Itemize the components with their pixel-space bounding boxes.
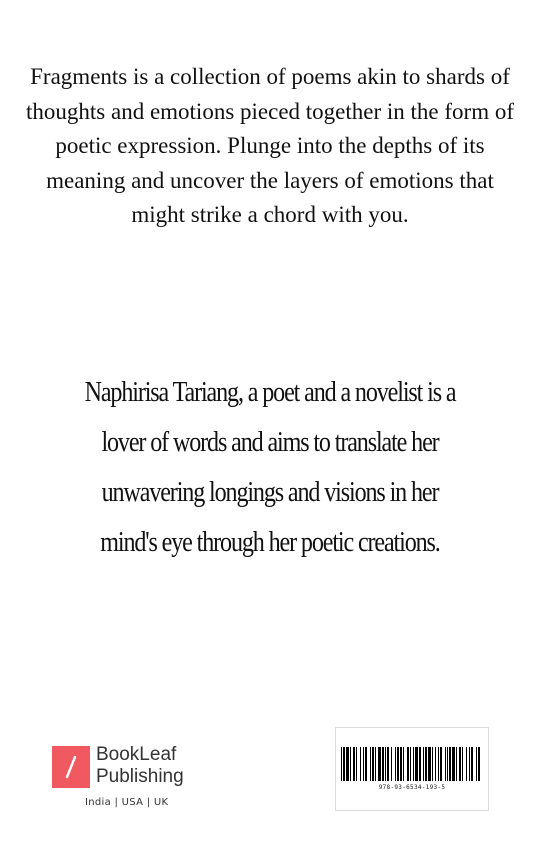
barcode-bar xyxy=(350,747,351,781)
publisher-name xyxy=(96,744,184,788)
barcode-bar xyxy=(382,747,384,781)
barcode-bar xyxy=(391,747,392,781)
barcode-bar xyxy=(378,747,381,781)
barcode-bar xyxy=(407,747,409,781)
publisher-regions: India | USA | UK xyxy=(85,797,169,808)
isbn-number: 978-93-6534-193-5 xyxy=(378,784,446,791)
barcode-bar xyxy=(397,747,399,781)
barcode-bar xyxy=(375,747,376,781)
barcode-bar xyxy=(395,747,396,781)
barcode-bar xyxy=(435,747,436,781)
barcode-bar xyxy=(353,747,355,781)
barcode-bar xyxy=(425,747,427,781)
publisher-logo xyxy=(52,744,252,814)
isbn-barcode xyxy=(335,727,489,811)
barcode-bar xyxy=(343,747,345,781)
publisher-name-line2: Publishing xyxy=(96,766,184,787)
barcode-bar xyxy=(452,747,455,781)
barcode-bar xyxy=(462,747,463,781)
barcode-bar xyxy=(356,747,357,781)
barcode-bar xyxy=(456,747,457,781)
barcode-bar xyxy=(410,747,411,781)
barcode-bar xyxy=(447,747,448,781)
barcode-bar xyxy=(466,747,467,781)
barcode-bar xyxy=(363,747,364,781)
barcode-bar xyxy=(428,747,431,781)
barcode-bar xyxy=(469,747,470,781)
barcode-bar xyxy=(419,747,421,781)
barcode-bar xyxy=(415,747,418,781)
barcode-bar xyxy=(445,747,446,781)
barcode-bar xyxy=(341,747,342,781)
barcode-bar xyxy=(438,747,439,781)
barcode-bar xyxy=(346,747,349,781)
barcode-bar xyxy=(478,747,480,781)
barcode-icon xyxy=(341,747,483,781)
publisher-name-line1: BookLeaf xyxy=(96,744,177,765)
barcode-bar xyxy=(476,747,477,781)
barcode-bar xyxy=(440,747,442,781)
barcode-bar xyxy=(449,747,451,781)
barcode-bar xyxy=(372,747,374,781)
author-bio: Naphirisa Tariang, a poet and a novelist is a lover of words and aims to translate her unwavering longings and visions in her mind's eye through her poetic creations. xyxy=(84,377,456,558)
barcode-bar xyxy=(459,747,461,781)
barcode-bar xyxy=(400,747,402,781)
slash-logo-icon xyxy=(52,746,90,788)
barcode-bar xyxy=(385,747,386,781)
barcode-bar xyxy=(370,747,371,781)
barcode-bar xyxy=(471,747,473,781)
barcode-bar xyxy=(387,747,389,781)
barcode-bar xyxy=(432,747,433,781)
barcode-bar xyxy=(365,747,367,781)
barcode-bar xyxy=(360,747,361,781)
barcode-bar xyxy=(413,747,414,781)
barcode-bar xyxy=(423,747,424,781)
barcode-bar xyxy=(403,747,404,781)
book-blurb: Fragments is a collection of poems akin to shards of thoughts and emotions pieced together in the form of poetic expression. Plunge into the depths of its meaning and uncover the layers of emotions that might strike a chord with you. xyxy=(26,64,514,227)
